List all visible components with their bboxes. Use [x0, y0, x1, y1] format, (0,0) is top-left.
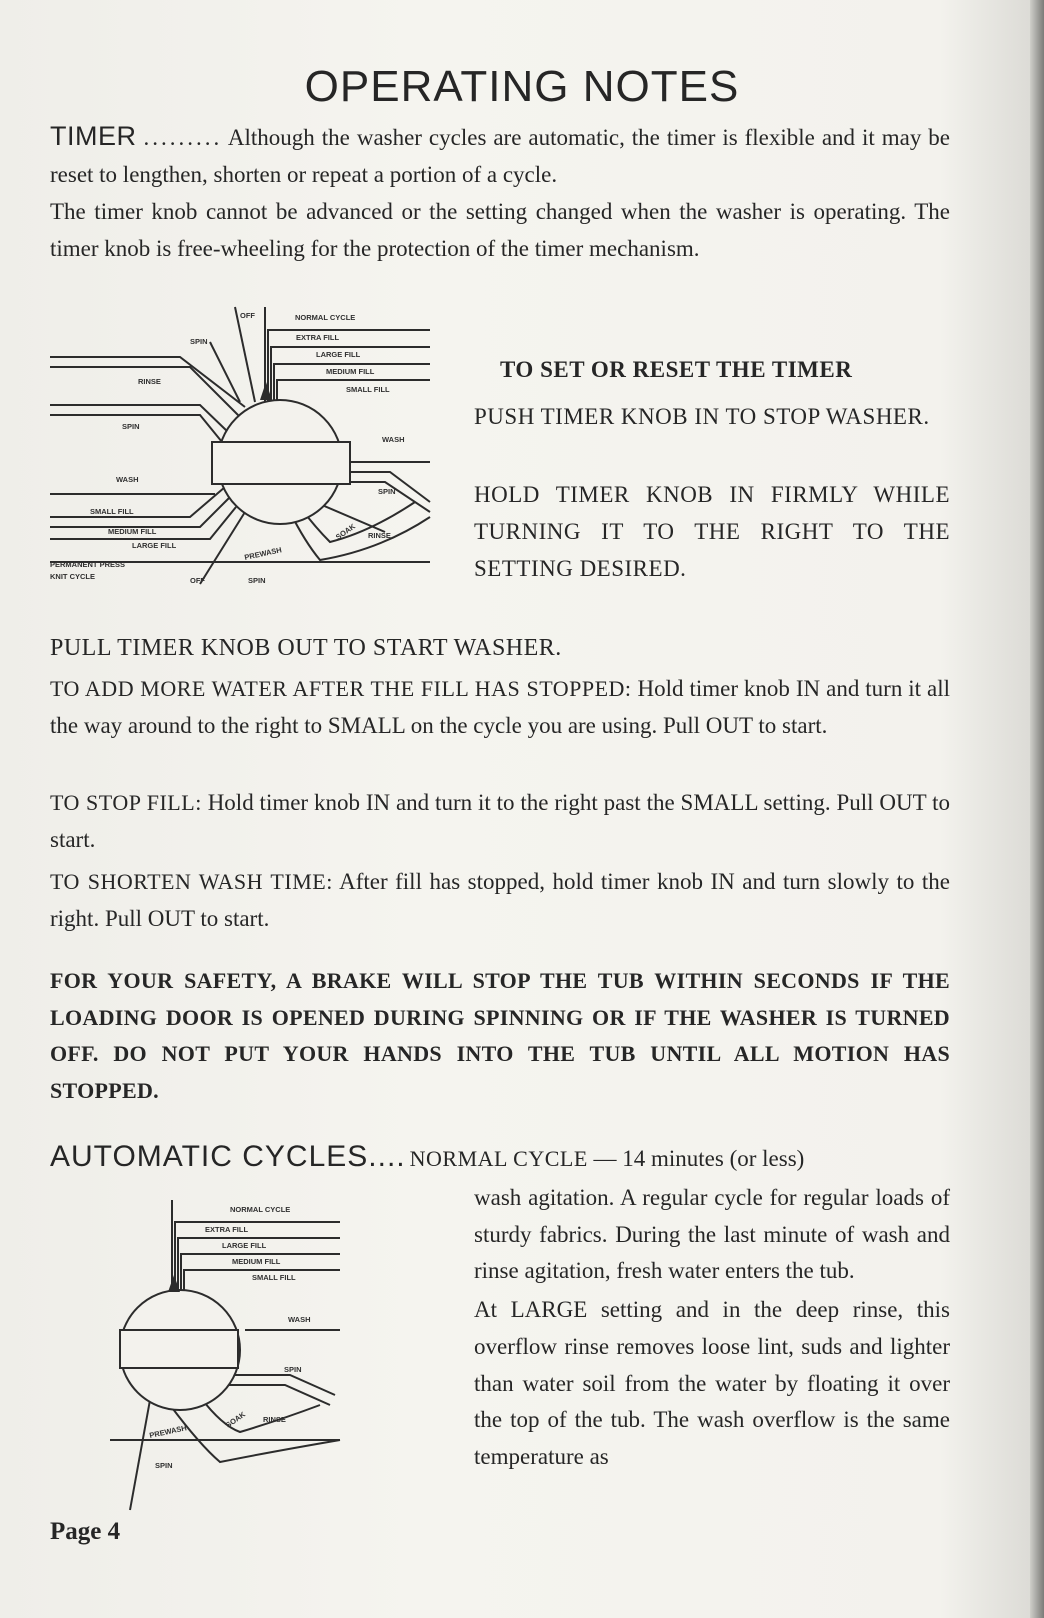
stop-fill-lead: TO STOP FILL: — [50, 790, 202, 815]
timer-paragraph-2: The timer knob cannot be advanced or the setting changed when the washer is operating. The timer knob is free-wheeling for the protection of the timer mechanism. — [50, 199, 950, 261]
page-title: OPERATING NOTES — [304, 62, 740, 111]
dial-line-medium2 — [50, 497, 230, 527]
dial-label-rinse-right: RINSE — [368, 531, 391, 540]
dial-label-off-bottom: OFF — [190, 576, 205, 585]
dial-label-medium-fill: MEDIUM FILL — [326, 367, 375, 376]
dial-label-large-fill-2: LARGE FILL — [132, 541, 177, 550]
dial-label-normal-cycle: NORMAL CYCLE — [295, 313, 356, 322]
normal-cycle-label: NORMAL CYCLE — [409, 1146, 588, 1171]
dial-label-permanent-press: PERMANENT PRESS — [50, 560, 126, 569]
timer-dial-diagram — [50, 302, 450, 607]
dial-label-soak: SOAK — [333, 521, 357, 542]
dial2-label-extra-fill: EXTRA FILL — [205, 1225, 249, 1234]
dial-label-spin-right: SPIN — [378, 487, 396, 496]
dial-label-small-fill: SMALL FILL — [346, 385, 390, 394]
page-number: Page 4 — [50, 1518, 121, 1545]
normal-cycle-time: 14 minutes (or less) — [622, 1146, 805, 1171]
normal-cycle-para-2: At LARGE setting and in the deep rinse, this overflow rinse removes loose lint, suds and lighter than water soil from the water by floating it over the top of the tub. The wash overflow is the same temperature as — [474, 1297, 950, 1469]
normal-cycle-para-1: wash agitation. A regular cycle for regular loads of sturdy fabrics. During the last minute of wash and rinse agitation, fresh water enters the tub. — [474, 1185, 950, 1284]
dial-label-knit-cycle: KNIT CYCLE — [50, 572, 95, 581]
dial2-label-prewash: PREWASH — [148, 1423, 188, 1440]
automatic-cycles-heading-line — [50, 1140, 804, 1174]
dial2-label-wash: WASH — [288, 1315, 311, 1324]
dial-label-small-fill-2: SMALL FILL — [90, 507, 134, 516]
dial2-label-spin-bottom: SPIN — [155, 1461, 173, 1470]
set-timer-heading: TO SET OR RESET THE TIMER — [500, 357, 853, 382]
timer-text-1: Although the washer cycles are automatic, the timer is flexible and it may be reset to lengthen, shorten or repeat a portion of a cycle. — [50, 125, 951, 187]
dial-label-large-fill: LARGE FILL — [316, 350, 361, 359]
shorten-wash-paragraph — [50, 864, 950, 937]
dial2-label-normal-cycle: NORMAL CYCLE — [230, 1205, 291, 1214]
shorten-wash-text: After fill has stopped, hold timer knob IN and turn slowly to the right. Pull OUT to start. — [50, 869, 950, 931]
dial2-line-spin-b — [225, 1385, 330, 1405]
stop-fill-paragraph — [50, 785, 950, 858]
page-edge-shadow — [1030, 0, 1044, 1618]
dial-line-rinse-b — [50, 367, 240, 417]
dial2-label-rinse: RINSE — [263, 1415, 286, 1424]
dial2-label-medium-fill: MEDIUM FILL — [232, 1257, 281, 1266]
timer-leader: ......... — [143, 125, 223, 150]
dial-arc-prewash — [290, 512, 430, 560]
dial-label-off: OFF — [240, 311, 255, 320]
dial-label-spin-bottom: SPIN — [248, 576, 266, 585]
dial-line-small2 — [50, 487, 225, 517]
safety-warning: FOR YOUR SAFETY, A BRAKE WILL STOP THE TUB WITHIN SECONDS IF THE LOADING DOOR IS OPENED DURING SPINNING OR IF THE WASHER IS TURNED OFF. DO NOT PUT YOUR HANDS INTO THE TUB UNTIL ALL MOTION HAS STOPPED. — [50, 968, 950, 1103]
dial-label-spin: SPIN — [190, 337, 208, 346]
add-water-text: Hold timer knob IN and turn it all the way around to the right to SMALL on the cycle you are using. Pull OUT to start. — [50, 676, 950, 738]
normal-cycle-dial-diagram — [110, 1200, 350, 1520]
timer-heading: TIMER — [50, 121, 137, 151]
dial2-window — [120, 1330, 238, 1368]
dial2-line-spin-bottom — [130, 1400, 150, 1510]
dial2-label-small-fill: SMALL FILL — [252, 1273, 296, 1282]
pull-out-instruction: PULL TIMER KNOB OUT TO START WASHER. — [50, 635, 562, 661]
automatic-cycles-leader: .... — [368, 1140, 406, 1173]
timer-paragraph — [50, 118, 950, 193]
dial-window — [212, 442, 350, 484]
dial2-label-spin: SPIN — [284, 1365, 302, 1374]
dial2-label-soak: SOAK — [223, 1409, 247, 1430]
dial-line-spin — [210, 342, 240, 402]
dial-label-medium-fill-2: MEDIUM FILL — [108, 527, 157, 536]
add-water-paragraph — [50, 671, 950, 744]
set-timer-step-2: HOLD TIMER KNOB IN FIRMLY WHILE TURNING IT TO THE RIGHT TO THE SETTING DESIRED. — [474, 482, 950, 581]
dial-label-spin-2: SPIN — [122, 422, 140, 431]
dial-label-extra-fill: EXTRA FILL — [296, 333, 340, 342]
normal-cycle-description — [474, 1180, 950, 1476]
dial2-arc-prewash — [170, 1405, 340, 1462]
set-timer-step-1: PUSH TIMER KNOB IN TO STOP WASHER. — [474, 404, 930, 429]
dial-label-wash-right: WASH — [382, 435, 405, 444]
add-water-lead: TO ADD MORE WATER AFTER THE FILL HAS STOPPED: — [50, 676, 632, 701]
dial-label-rinse: RINSE — [138, 377, 161, 386]
dial-label-prewash: PREWASH — [243, 545, 283, 562]
shorten-wash-lead: TO SHORTEN WASH TIME: — [50, 869, 333, 894]
dial-label-wash-left: WASH — [116, 475, 139, 484]
stop-fill-text: Hold timer knob IN and turn it to the right past the SMALL setting. Pull OUT to start. — [50, 790, 951, 852]
normal-cycle-dash: — — [593, 1146, 617, 1171]
dial-line-off — [235, 307, 255, 402]
automatic-cycles-heading: AUTOMATIC CYCLES — [50, 1140, 369, 1173]
dial2-label-large-fill: LARGE FILL — [222, 1241, 267, 1250]
